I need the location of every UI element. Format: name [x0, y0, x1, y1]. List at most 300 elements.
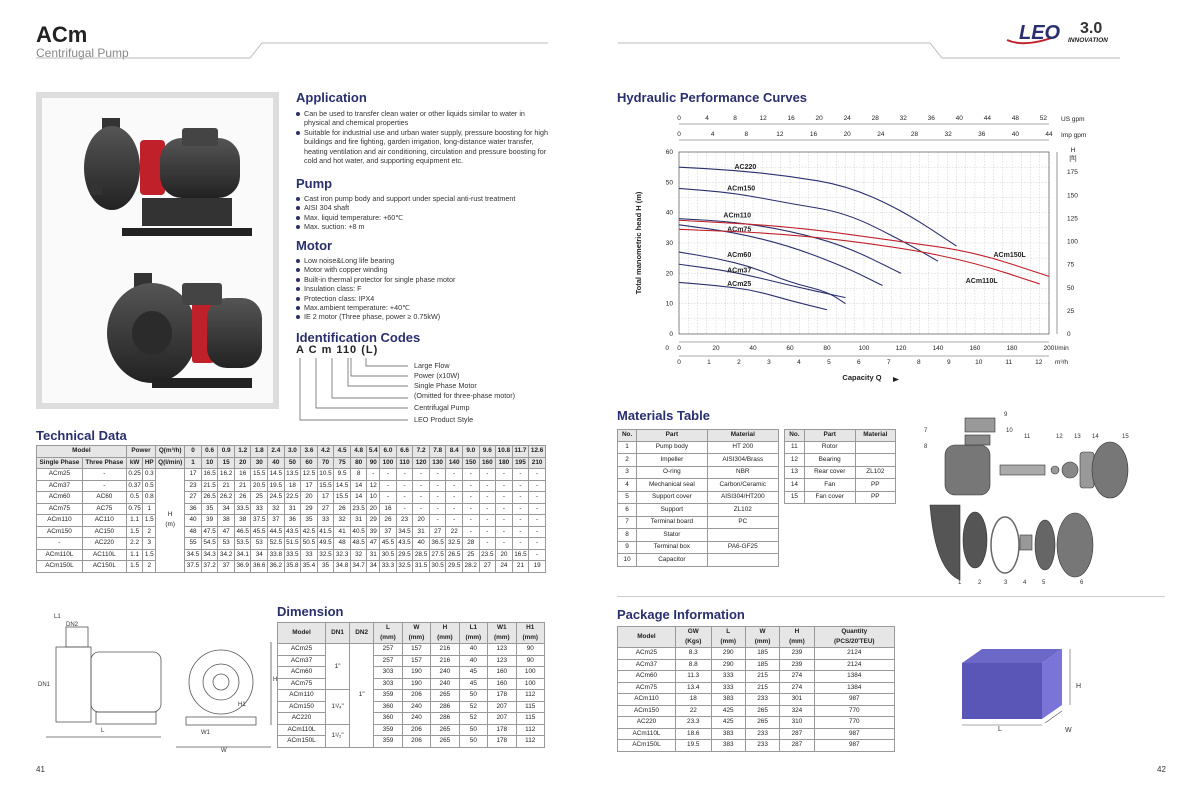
performance-chart — [617, 108, 1107, 388]
table-row — [618, 671, 895, 683]
table-cell: 6 — [618, 504, 637, 517]
dimension-heading: Dimension — [277, 604, 344, 619]
ident-heading: Identification Codes — [296, 330, 421, 345]
table-cell: 257 — [374, 644, 402, 656]
table-cell: 45 — [459, 678, 487, 690]
table-cell: - — [446, 503, 463, 515]
y-tick-label: 40 — [665, 209, 673, 217]
dimension-drawing-svg — [36, 612, 276, 762]
table-cell: 49.5 — [317, 538, 334, 550]
dim-label: W — [221, 748, 227, 754]
table-cell — [707, 529, 778, 542]
table-cell: 2 — [143, 526, 156, 538]
x-unit-label: l/min — [1055, 345, 1069, 352]
table-cell: 42.5 — [301, 526, 318, 538]
table-cell: 17 — [301, 480, 318, 492]
table-cell: 239 — [780, 648, 814, 660]
table-cell: - — [429, 480, 446, 492]
table-cell: - — [82, 469, 126, 481]
table-cell: 9.5 — [334, 469, 351, 481]
col-header: 110 — [396, 457, 413, 469]
package-box-diagram — [950, 645, 1090, 745]
col-header: 7.2 — [413, 446, 430, 458]
table-cell: 32.5 — [446, 538, 463, 550]
table-cell: 14 — [350, 480, 367, 492]
list-item: Max. suction: +8 m — [296, 222, 551, 231]
table-cell: 13 — [785, 466, 805, 479]
table-cell: 37.5 — [185, 561, 202, 573]
table-cell: 43.5 — [284, 526, 301, 538]
table-cell: 41.5 — [317, 526, 334, 538]
table-cell: 10 — [367, 492, 380, 504]
table-cell: 2124 — [814, 659, 894, 671]
table-row — [618, 529, 779, 542]
table-cell: - — [529, 549, 546, 561]
table-cell: 90 — [516, 644, 544, 656]
series-label: ACm110L — [965, 277, 998, 285]
table-cell: 2124 — [814, 648, 894, 660]
table-cell: 44.5 — [268, 526, 285, 538]
table-cell: 2 — [618, 454, 637, 467]
table-cell: 359 — [374, 690, 402, 702]
table-cell: 31 — [367, 549, 380, 561]
table-cell: 50 — [459, 736, 487, 748]
x-tick-label: 8 — [733, 115, 737, 122]
table-cell: 26.5 — [201, 492, 218, 504]
table-cell: 239 — [780, 659, 814, 671]
materials-heading: Materials Table — [617, 408, 710, 423]
series-line-acm60 — [679, 252, 846, 304]
table-cell: 115 — [516, 701, 544, 713]
table-cell: 36 — [284, 515, 301, 527]
x-tick-label: 24 — [877, 131, 885, 138]
table-cell: 190 — [402, 678, 430, 690]
table-cell: Support cover — [637, 491, 707, 504]
table-cell: 52 — [459, 713, 487, 725]
col-header: 0.9 — [218, 446, 235, 458]
x-tick-label: 1 — [707, 359, 711, 366]
h-label: H — [167, 511, 173, 519]
table-cell: 15.5 — [251, 469, 268, 481]
table-cell: 123 — [488, 655, 516, 667]
table-cell: NBR — [707, 466, 778, 479]
table-cell: - — [512, 480, 529, 492]
table-cell: 112 — [516, 690, 544, 702]
ident-line: Single Phase Motor — [414, 381, 477, 390]
col-header: H (mm) — [431, 623, 459, 644]
table-cell: 987 — [814, 740, 894, 752]
x-tick-label: 11 — [1005, 359, 1013, 366]
table-cell: - — [496, 492, 513, 504]
table-cell: 30.5 — [429, 561, 446, 573]
table-cell: 33.8 — [268, 549, 285, 561]
ident-line: (Omitted for three-phase motor) — [414, 391, 516, 400]
box-label-h: H — [1076, 683, 1082, 690]
table-cell: 160 — [488, 678, 516, 690]
col-header: 130 — [429, 457, 446, 469]
table-cell: - — [396, 503, 413, 515]
h-label-cell — [156, 469, 185, 573]
table-cell: AC150L — [82, 561, 126, 573]
y-tick-label: 60 — [665, 149, 673, 156]
table-cell: 1 — [143, 503, 156, 515]
table-cell: 48.5 — [350, 538, 367, 550]
table-cell: 287 — [780, 740, 814, 752]
table-row — [618, 554, 779, 567]
table-cell: - — [396, 480, 413, 492]
table-cell: Fan — [804, 479, 855, 492]
table-cell: 40 — [459, 655, 487, 667]
list-item: IE 2 motor (Three phase, power ≥ 0.75kW) — [296, 312, 551, 321]
table-cell: 37.5 — [251, 515, 268, 527]
col-header: Material — [855, 430, 895, 442]
table-cell: 47.5 — [201, 526, 218, 538]
table-row — [37, 469, 546, 481]
x-axis-label: Capacity Q — [842, 373, 882, 382]
table-cell: Capacitor — [637, 554, 707, 567]
motor-heading: Motor — [296, 238, 333, 253]
table-cell: 27 — [429, 526, 446, 538]
table-cell: - — [512, 538, 529, 550]
table-cell: 383 — [711, 740, 745, 752]
table-row — [618, 441, 779, 454]
table-cell: 32 — [268, 503, 285, 515]
table-cell: 14 — [350, 492, 367, 504]
pump-list — [296, 194, 551, 232]
table-cell: - — [496, 526, 513, 538]
table-cell: 21 — [512, 561, 529, 573]
table-row — [278, 736, 545, 748]
table-cell: 265 — [431, 690, 459, 702]
table-row — [618, 504, 779, 517]
col-header: Model — [37, 446, 127, 458]
table-cell: 26 — [380, 515, 397, 527]
table-cell: - — [446, 480, 463, 492]
table-cell: 32 — [350, 549, 367, 561]
col-header: 7.8 — [429, 446, 446, 458]
table-cell: 112 — [516, 736, 544, 748]
col-header: 10 — [201, 457, 218, 469]
table-cell: 27 — [479, 561, 496, 573]
col-header: 5.4 — [367, 446, 380, 458]
col-header: 100 — [380, 457, 397, 469]
table-cell: 4 — [618, 479, 637, 492]
table-cell: 20 — [413, 515, 430, 527]
table-cell: 8.3 — [675, 648, 711, 660]
table-cell: 31.5 — [413, 561, 430, 573]
table-cell: 33.5 — [284, 549, 301, 561]
table-cell: ACm110L — [278, 724, 326, 736]
list-item: Cast iron pump body and support under special anti-rust treatment — [296, 194, 551, 203]
table-cell: 31 — [284, 503, 301, 515]
table-cell: 37 — [380, 526, 397, 538]
x-tick-label: 80 — [823, 345, 831, 352]
table-cell: 207 — [488, 713, 516, 725]
dimension-table — [277, 622, 545, 748]
table-cell: - — [396, 492, 413, 504]
table-cell: 310 — [780, 717, 814, 729]
table-cell: 30.5 — [380, 549, 397, 561]
x-tick-label: 100 — [858, 345, 870, 352]
table-cell: 10.5 — [317, 469, 334, 481]
exploded-label: 9 — [1004, 412, 1008, 418]
table-cell: 290 — [711, 648, 745, 660]
table-cell: 40.5 — [350, 526, 367, 538]
x-tick-label: 2 — [737, 359, 741, 366]
dn1-cell: 1¹/₄" — [326, 690, 350, 725]
table-cell: Mechanical seal — [637, 479, 707, 492]
table-cell: 286 — [431, 713, 459, 725]
product-image-box — [36, 92, 279, 409]
x-tick-label: 20 — [815, 115, 823, 122]
exploded-label: 3 — [1004, 580, 1008, 586]
table-cell: 35 — [201, 503, 218, 515]
table-cell: 274 — [780, 682, 814, 694]
col-header: DN1 — [326, 623, 350, 644]
table-row — [37, 515, 546, 527]
x-unit-label: m³/h — [1055, 359, 1068, 366]
table-cell: Stator — [637, 529, 707, 542]
table-cell: 24 — [496, 561, 513, 573]
table-cell: ACm110 — [37, 515, 83, 527]
table-cell: 215 — [745, 671, 779, 683]
table-cell: 1.5 — [143, 515, 156, 527]
y-tick-label: 150 — [1067, 192, 1078, 200]
table-cell: - — [462, 526, 479, 538]
table-cell: 26.5 — [446, 549, 463, 561]
list-item: Max.ambient temperature: +40℃ — [296, 303, 551, 312]
table-cell — [855, 441, 895, 454]
table-cell: - — [512, 526, 529, 538]
table-row — [618, 740, 895, 752]
col-header: HP — [143, 457, 156, 469]
table-row — [278, 644, 545, 656]
table-cell: 301 — [780, 694, 814, 706]
table-cell: O-ring — [637, 466, 707, 479]
table-cell: 178 — [488, 690, 516, 702]
table-cell: - — [496, 469, 513, 481]
y-tick-label: 175 — [1067, 169, 1078, 177]
table-cell: 160 — [488, 667, 516, 679]
table-cell: - — [380, 492, 397, 504]
table-cell: 33 — [251, 503, 268, 515]
table-cell: 290 — [711, 659, 745, 671]
x-tick-label: 20 — [843, 131, 851, 138]
dimension-drawing — [36, 612, 276, 762]
table-cell: 18.6 — [675, 728, 711, 740]
table-cell: 2.2 — [126, 538, 143, 550]
col-header: 20 — [234, 457, 251, 469]
table-cell: 41 — [334, 526, 351, 538]
table-cell: - — [496, 480, 513, 492]
exploded-label: 2 — [978, 580, 982, 586]
table-cell: ACm110 — [618, 694, 676, 706]
table-row — [618, 682, 895, 694]
table-cell: - — [496, 538, 513, 550]
table-row — [278, 678, 545, 690]
table-row — [618, 717, 895, 729]
table-cell: Pump body — [637, 441, 707, 454]
table-cell: 37 — [268, 515, 285, 527]
table-cell: ACm150L — [278, 736, 326, 748]
box-label-l: L — [998, 726, 1002, 733]
ident-section — [296, 330, 556, 430]
table-cell: 29 — [301, 503, 318, 515]
table-cell: PC — [707, 516, 778, 529]
col-header: 15 — [218, 457, 235, 469]
table-row — [618, 705, 895, 717]
table-cell: 19.5 — [675, 740, 711, 752]
table-cell: 33 — [317, 515, 334, 527]
list-item: Protection class: IPX4 — [296, 294, 551, 303]
dim-label: DN2 — [66, 622, 79, 628]
col-header: 70 — [317, 457, 334, 469]
list-item: Low noise&Long life bearing — [296, 256, 551, 265]
col-header: No. — [785, 430, 805, 442]
table-cell: - — [512, 503, 529, 515]
table-cell: 34.2 — [218, 549, 235, 561]
list-item: Can be used to transfer clean water or other liquids similar to water in physical and chemical properties — [296, 109, 551, 128]
table-cell: 207 — [488, 701, 516, 713]
table-cell: 23 — [396, 515, 413, 527]
table-cell: Terminal board — [637, 516, 707, 529]
series-label: AC220 — [734, 164, 757, 172]
table-cell: AC220 — [82, 538, 126, 550]
table-cell: - — [446, 469, 463, 481]
materials-table-right — [784, 429, 896, 504]
table-cell: - — [413, 480, 430, 492]
table-cell: AC75 — [82, 503, 126, 515]
table-cell: 48 — [334, 538, 351, 550]
col-header: 140 — [446, 457, 463, 469]
table-cell — [707, 554, 778, 567]
col-header: 4.2 — [317, 446, 334, 458]
table-cell: 14 — [785, 479, 805, 492]
table-cell: ACm150L — [37, 561, 83, 573]
table-cell: - — [396, 469, 413, 481]
col-header: Power — [126, 446, 155, 458]
x-tick-label: 36 — [927, 115, 935, 122]
y-tick-label: 10 — [665, 300, 673, 308]
table-cell: 215 — [745, 682, 779, 694]
table-cell: - — [529, 469, 546, 481]
table-cell: 303 — [374, 678, 402, 690]
table-cell: 178 — [488, 736, 516, 748]
table-cell: 265 — [431, 736, 459, 748]
table-cell: 33.5 — [234, 503, 251, 515]
x-tick-label: 28 — [871, 115, 879, 122]
table-cell: AC60 — [82, 492, 126, 504]
table-cell: 233 — [745, 728, 779, 740]
table-cell: 157 — [402, 655, 430, 667]
table-cell: 100 — [516, 678, 544, 690]
table-cell: 34 — [251, 549, 268, 561]
table-cell: ACm37 — [37, 480, 83, 492]
x-tick-label: 0 — [677, 131, 681, 138]
table-cell: 27 — [185, 492, 202, 504]
x-tick-label: 0 — [677, 115, 681, 122]
col-header: H1 (mm) — [516, 623, 544, 644]
col-header: Material — [707, 430, 778, 442]
table-cell: 20 — [367, 503, 380, 515]
table-cell: 51.5 — [284, 538, 301, 550]
table-cell: PP — [855, 491, 895, 504]
table-cell: 303 — [374, 667, 402, 679]
col-header: 30 — [251, 457, 268, 469]
arrow-icon — [893, 377, 899, 382]
table-cell: 55 — [185, 538, 202, 550]
col-header: W (mm) — [745, 627, 779, 648]
table-cell: ACm60 — [37, 492, 83, 504]
table-cell: 10 — [618, 554, 637, 567]
table-cell: - — [429, 492, 446, 504]
table-cell: ACm110 — [278, 690, 326, 702]
table-cell: 31 — [350, 515, 367, 527]
table-cell: - — [529, 492, 546, 504]
table-cell: 360 — [374, 713, 402, 725]
table-cell: 12 — [367, 480, 380, 492]
col-header: L (mm) — [711, 627, 745, 648]
x-tick-label: 48 — [1011, 115, 1019, 122]
y-tick-label: 125 — [1067, 215, 1078, 223]
table-row — [37, 561, 546, 573]
tech-heading: Technical Data — [36, 428, 127, 443]
table-cell: 16 — [234, 469, 251, 481]
col-header: 4.8 — [350, 446, 367, 458]
col-header: W (mm) — [402, 623, 430, 644]
table-cell: 770 — [814, 717, 894, 729]
table-cell: 265 — [745, 717, 779, 729]
table-cell: AISI304/Brass — [707, 454, 778, 467]
table-cell: 16.5 — [512, 549, 529, 561]
x-tick-label: 12 — [759, 115, 767, 122]
table-cell: ACm75 — [37, 503, 83, 515]
table-cell: 185 — [745, 659, 779, 671]
table-row — [618, 491, 779, 504]
x-tick-label: 8 — [744, 131, 749, 138]
table-row — [37, 492, 546, 504]
table-cell: 19.5 — [268, 480, 285, 492]
series-label: ACm150L — [993, 252, 1026, 260]
table-cell: 23.3 — [675, 717, 711, 729]
table-cell: ACm37 — [618, 659, 676, 671]
col-header: 6.6 — [396, 446, 413, 458]
table-cell: 28.5 — [413, 549, 430, 561]
table-cell: Rear cover — [804, 466, 855, 479]
table-cell: - — [529, 480, 546, 492]
table-cell: ACm25 — [618, 648, 676, 660]
table-cell: 240 — [431, 678, 459, 690]
table-cell: 14.5 — [334, 480, 351, 492]
table-cell: 34.8 — [334, 561, 351, 573]
table-cell: 0.5 — [143, 480, 156, 492]
pump-illustration — [42, 98, 273, 403]
table-cell: ACm150 — [278, 701, 326, 713]
table-cell: ACm60 — [278, 667, 326, 679]
x-tick-label: 9 — [946, 359, 951, 366]
x-tick-label: 180 — [1006, 345, 1018, 352]
table-cell: 0.3 — [143, 469, 156, 481]
col-header: 160 — [479, 457, 496, 469]
y-unit-label: [ft] — [1069, 155, 1077, 162]
col-header: 195 — [512, 457, 529, 469]
table-cell: 22.5 — [284, 492, 301, 504]
table-cell: 22 — [675, 705, 711, 717]
table-cell: 27.5 — [429, 549, 446, 561]
table-cell: 34.3 — [201, 549, 218, 561]
table-cell: 0.25 — [126, 469, 143, 481]
x-tick-label: 12 — [1035, 359, 1043, 366]
